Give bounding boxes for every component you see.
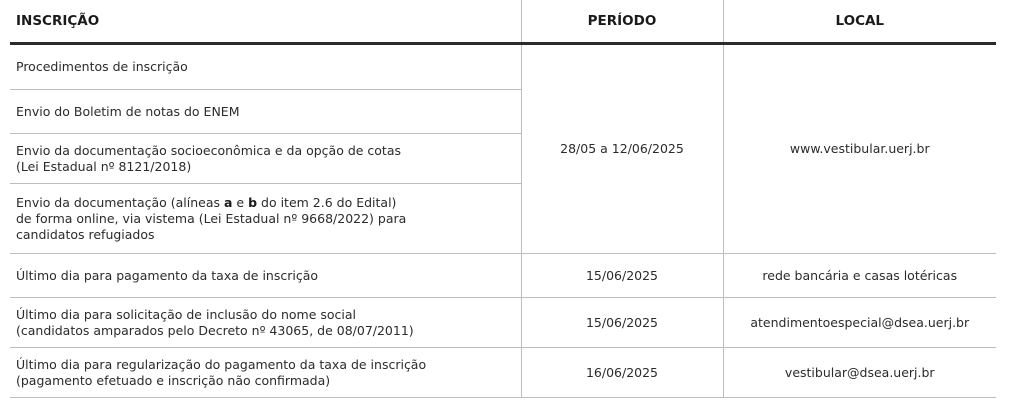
table-row bbox=[10, 348, 996, 398]
description-line: Procedimentos de inscrição bbox=[16, 59, 188, 74]
row-description bbox=[10, 90, 521, 134]
header-periodo: PERÍODO bbox=[521, 0, 723, 44]
group-periodo-cell: 28/05 a 12/06/2025 bbox=[521, 44, 723, 254]
description-line: Último dia para pagamento da taxa de inscrição bbox=[16, 267, 319, 283]
description-line bbox=[16, 195, 513, 211]
description-line: Último dia para regularização do pagamento da taxa de inscrição bbox=[16, 356, 427, 372]
description-line: de forma online, via vistema (Lei Estadual nº 9668/2022) para bbox=[16, 210, 407, 226]
row-description bbox=[10, 254, 521, 298]
text-fragment: do item 2.6 do Edital) bbox=[257, 194, 397, 210]
row-description bbox=[10, 134, 521, 184]
description-line: (pagamento efetuado e inscrição não confirmada) bbox=[16, 372, 331, 388]
bold-letter-b: b bbox=[248, 194, 258, 210]
description-line: Envio do Boletim de notas do ENEM bbox=[16, 103, 240, 119]
description-line: Envio da documentação socioeconômica e da opção de cotas bbox=[16, 142, 402, 158]
row-periodo: 16/06/2025 bbox=[521, 348, 723, 398]
table-row bbox=[10, 254, 996, 298]
row-local: rede bancária e casas lotéricas bbox=[723, 254, 996, 298]
schedule-table bbox=[10, 0, 996, 398]
row-periodo: 15/06/2025 bbox=[521, 254, 723, 298]
description-line: (candidatos amparados pelo Decreto nº 43065, de 08/07/2011) bbox=[16, 322, 414, 338]
header-local: LOCAL bbox=[723, 0, 996, 44]
text-fragment: Envio da documentação (alíneas bbox=[16, 194, 225, 210]
text-fragment: e bbox=[232, 194, 249, 210]
row-local: atendimentoespecial@dsea.uerj.br bbox=[723, 298, 996, 348]
description-line: candidatos refugiados bbox=[16, 226, 155, 242]
header-inscricao: INSCRIÇÃO bbox=[10, 0, 521, 44]
description-line: (Lei Estadual nº 8121/2018) bbox=[16, 158, 192, 174]
row-description bbox=[10, 298, 521, 348]
header-row bbox=[10, 0, 996, 44]
row-description bbox=[10, 348, 521, 398]
row-description bbox=[10, 184, 521, 254]
group-local-cell: www.vestibular.uerj.br bbox=[723, 44, 996, 254]
schedule-table-wrapper bbox=[10, 0, 996, 398]
bold-letter-a: a bbox=[224, 194, 233, 210]
table-row bbox=[10, 44, 996, 90]
row-periodo: 15/06/2025 bbox=[521, 298, 723, 348]
description-line: Último dia para solicitação de inclusão do nome social bbox=[16, 306, 357, 322]
table-row bbox=[10, 298, 996, 348]
row-description bbox=[10, 44, 521, 90]
row-local: vestibular@dsea.uerj.br bbox=[723, 348, 996, 398]
